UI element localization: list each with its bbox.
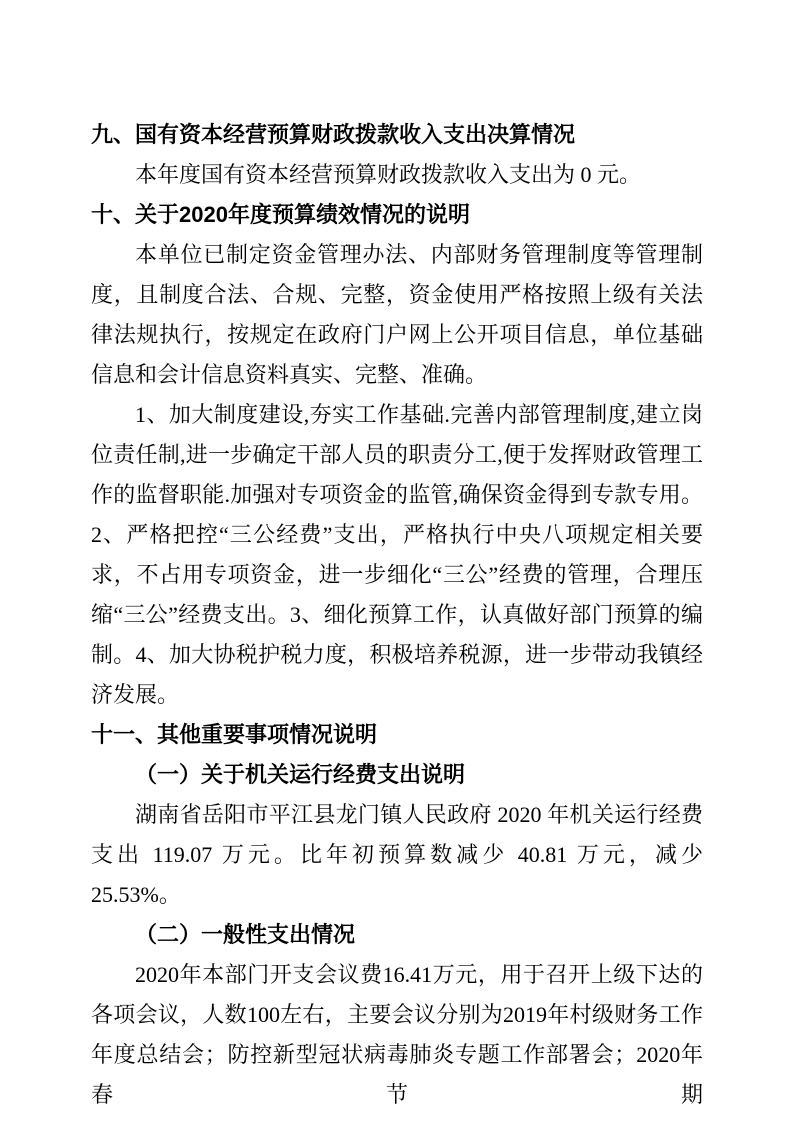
heading-section-9: 九、国有资本经营预算财政拨款收入支出决算情况: [91, 122, 576, 147]
paragraph-general-expenses: 2020年本部门开支会议费16.41万元，用于召开上级下达的各项会议，人数100左右，主要会议分别为2019年村级财务工作年度总结会；防控新型冠状病毒肺炎专题工作部署会；2020年春节期: [91, 962, 703, 1107]
subheading-11-1-operating-expenses: （一）关于机关运行经费支出说明: [135, 762, 466, 787]
paragraph-operating-expenses: 湖南省岳阳市平江县龙门镇人民政府 2020 年机关运行经费支出 119.07 万元。比年初预算数减少 40.81 万元，减少 25.53%。: [91, 802, 703, 907]
paragraph-budget-performance-systems: 本单位已制定资金管理办法、内部财务管理制度等管理制度，且制度合法、合规、完整，资金使用严格按照上级有关法律法规执行，按规定在政府门户网上公开项目信息，单位基础信息和会计信息资料真实、完整、准确。: [91, 242, 703, 387]
heading-section-10: 十、关于2020年度预算绩效情况的说明: [91, 202, 470, 227]
paragraph-budget-performance-measures: 1、加大制度建设,夯实工作基础.完善内部管理制度,建立岗位责任制,进一步确定干部人员的职责分工,便于发挥财政管理工作的监督职能.加强对专项资金的监管,确保资金得到专款专用。2、严格把控“三公经费”支出，严格执行中央八项规定相关要求，不占用专项资金，进一步细化“三公”经费的管理，合理压缩“三公”经费支出。3、细化预算工作，认真做好部门预算的编制。4、加大协税护税力度，积极培养税源，进一步带动我镇经济发展。: [91, 402, 703, 707]
heading-section-11: 十一、其他重要事项情况说明: [91, 722, 378, 747]
subheading-11-2-general-expenses: （二）一般性支出情况: [135, 922, 356, 947]
paragraph-state-capital-budget: 本年度国有资本经营预算财政拨款收入支出为 0 元。: [135, 162, 642, 187]
